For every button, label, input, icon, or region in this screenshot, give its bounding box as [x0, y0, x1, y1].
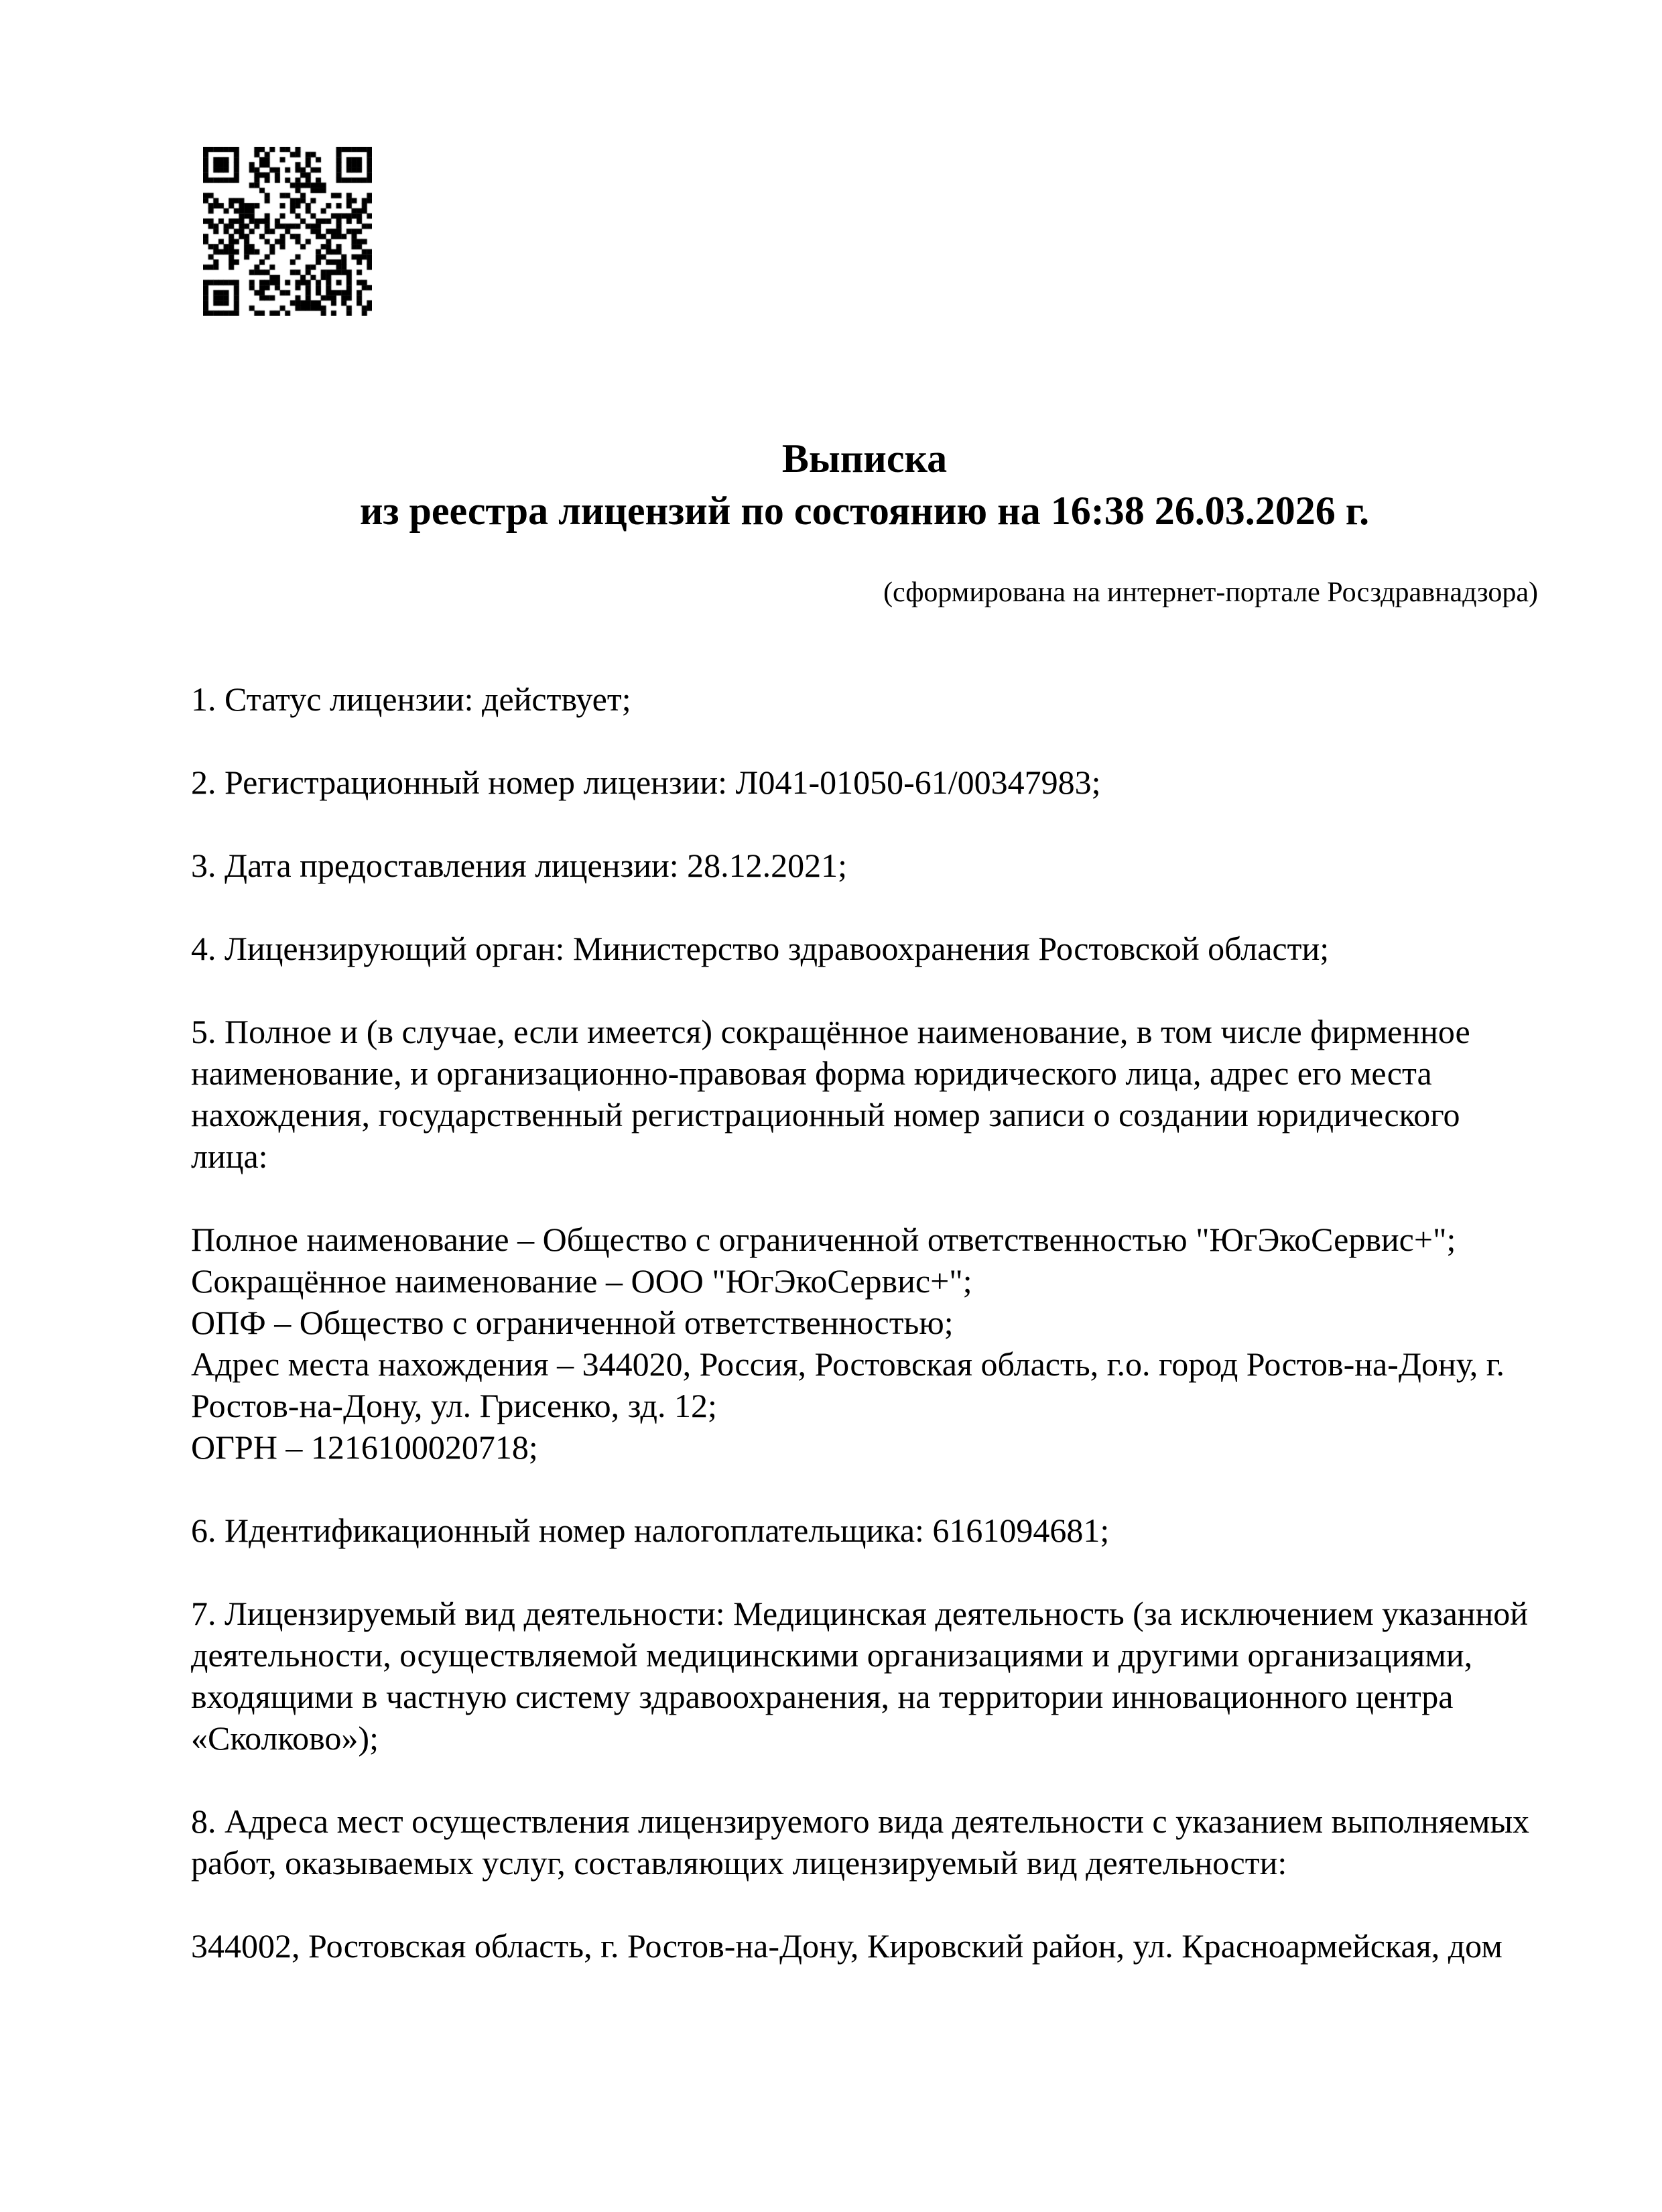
- document-body: [191, 678, 1538, 2008]
- document-line: Сокращённое наименование – ООО "ЮгЭкоСервис+";: [191, 1262, 972, 1300]
- qr-code: [203, 147, 372, 316]
- paragraph: [191, 678, 1538, 720]
- document-line: 344002, Ростовская область, г. Ростов-на-Дону, Кировский район, ул. Красноармейская, дом: [191, 1927, 1503, 1965]
- document-line: 1. Статус лицензии: действует;: [191, 680, 631, 718]
- document-line: 7. Лицензируемый вид деятельности: Медицинская деятельность (за исключением указанной деятельности, осуществляемой медицинскими организациями и другими организациями, входящими в частную систему здравоохранения, на территории инновационного центра «Сколково»);: [191, 1595, 1529, 1757]
- document-title-line1: Выписка: [781, 436, 948, 481]
- paragraph: [191, 1593, 1538, 1759]
- paragraph: [191, 1800, 1538, 1884]
- paragraph: [191, 928, 1538, 969]
- paragraph: [191, 1925, 1538, 1967]
- document-line: 4. Лицензирующий орган: Министерство здравоохранения Ростовской области;: [191, 930, 1330, 967]
- paragraph: [191, 1510, 1538, 1551]
- document-line: Адрес места нахождения – 344020, Россия, Ростовская область, г.о. город Ростов-на-Дону, г. Ростов-на-Дону, ул. Грисенко, зд. 12;: [191, 1345, 1505, 1424]
- document-line: ОГРН – 1216100020718;: [191, 1428, 538, 1466]
- paragraph: [191, 761, 1538, 803]
- document-line: Полное наименование – Общество с ограниченной ответственностью "ЮгЭкоСервис+";: [191, 1221, 1456, 1258]
- document-line: 6. Идентификационный номер налогоплательщика: 6161094681;: [191, 1512, 1110, 1549]
- document-title-line2: из реестра лицензий по состоянию на 16:38 26.03.2026 г.: [359, 489, 1370, 533]
- document-line: ОПФ – Общество с ограниченной ответственностью;: [191, 1304, 954, 1341]
- document-subtitle: (сформирована на интернет-портале Росздравнадзора): [883, 577, 1538, 608]
- document-line: 2. Регистрационный номер лицензии: Л041-01050-61/00347983;: [191, 763, 1101, 801]
- document-line: 8. Адреса мест осуществления лицензируемого вида деятельности с указанием выполняемых работ, оказываемых услуг, составляющих лицензируемый вид деятельности:: [191, 1802, 1530, 1882]
- paragraph: [191, 845, 1538, 886]
- document-line: 3. Дата предоставления лицензии: 28.12.2021;: [191, 847, 848, 884]
- paragraph: [191, 1219, 1538, 1468]
- document-title: [191, 432, 1538, 537]
- paragraph: [191, 1011, 1538, 1177]
- document-line: 5. Полное и (в случае, если имеется) сокращённое наименование, в том числе фирменное наименование, и организационно-правовая форма юридического лица, адрес его места нахождения, государственный регистрационный номер записи о создании юридического лица:: [191, 1013, 1470, 1175]
